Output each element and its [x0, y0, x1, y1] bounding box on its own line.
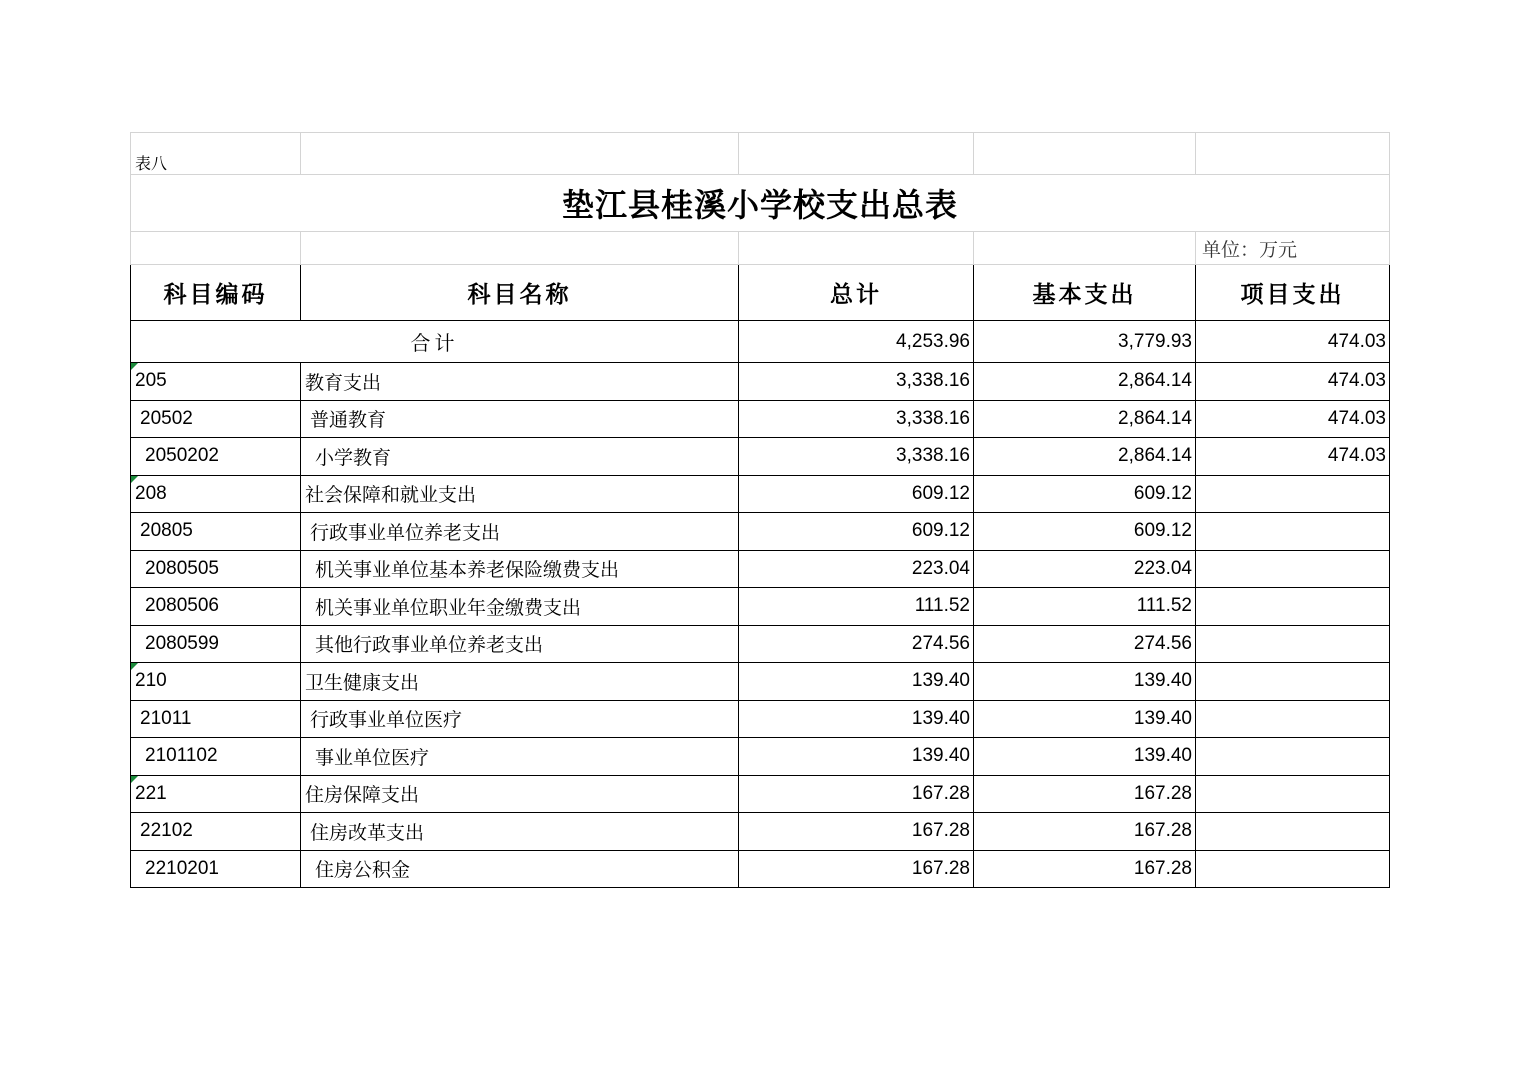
subject-code-text: 22102 [140, 820, 193, 842]
table-row [131, 850, 1390, 888]
amount-total: 274.56 [739, 625, 974, 663]
total-total: 4,253.96 [739, 321, 974, 363]
amount-total: 223.04 [739, 550, 974, 588]
subject-code [131, 663, 301, 701]
table-row [131, 738, 1390, 776]
amount-basic: 111.52 [974, 588, 1196, 626]
amount-basic: 139.40 [974, 738, 1196, 776]
amount-project: 474.03 [1196, 438, 1390, 476]
amount-total: 167.28 [739, 813, 974, 851]
amount-basic: 139.40 [974, 663, 1196, 701]
table-row [131, 438, 1390, 476]
amount-total: 139.40 [739, 738, 974, 776]
amount-total: 139.40 [739, 700, 974, 738]
amount-basic: 2,864.14 [974, 400, 1196, 438]
amount-total: 139.40 [739, 663, 974, 701]
amount-total: 111.52 [739, 588, 974, 626]
amount-project [1196, 813, 1390, 851]
amount-basic: 2,864.14 [974, 438, 1196, 476]
subject-code-text: 2080506 [145, 595, 219, 617]
page-title: 垫江县桂溪小学校支出总表 [131, 175, 1390, 232]
subject-code-text: 21011 [140, 707, 192, 729]
cell-comment-marker [131, 363, 138, 370]
table-row [131, 663, 1390, 701]
table-row [131, 813, 1390, 851]
subject-code [131, 363, 301, 401]
amount-project [1196, 775, 1390, 813]
subject-name: 社会保障和就业支出 [301, 475, 739, 513]
amount-project: 474.03 [1196, 400, 1390, 438]
cell-comment-marker [131, 476, 138, 483]
subject-name: 住房改革支出 [301, 813, 739, 851]
amount-total: 609.12 [739, 475, 974, 513]
subject-name: 小学教育 [301, 438, 739, 476]
sheet-label-row [131, 133, 1390, 175]
subject-name: 机关事业单位基本养老保险缴费支出 [301, 550, 739, 588]
table-row [131, 775, 1390, 813]
subject-name: 事业单位医疗 [301, 738, 739, 776]
subject-code [131, 738, 301, 776]
sheet-label: 表八 [131, 133, 301, 175]
table-row [131, 400, 1390, 438]
subject-code [131, 775, 301, 813]
amount-project: 474.03 [1196, 363, 1390, 401]
table-row [131, 475, 1390, 513]
amount-project [1196, 663, 1390, 701]
table-row [131, 625, 1390, 663]
amount-basic: 274.56 [974, 625, 1196, 663]
total-project: 474.03 [1196, 321, 1390, 363]
amount-basic: 223.04 [974, 550, 1196, 588]
subject-name: 行政事业单位医疗 [301, 700, 739, 738]
subject-code-text: 205 [135, 370, 167, 392]
subject-code [131, 588, 301, 626]
subject-code-text: 20502 [140, 407, 193, 429]
subject-code-text: 2050202 [145, 445, 219, 467]
table-row [131, 700, 1390, 738]
amount-basic: 167.28 [974, 850, 1196, 888]
subject-code [131, 700, 301, 738]
subject-code [131, 475, 301, 513]
subject-code-text: 208 [135, 482, 167, 504]
cell-comment-marker [131, 663, 138, 670]
total-row [131, 321, 1390, 363]
amount-basic: 167.28 [974, 775, 1196, 813]
subject-code-text: 20805 [140, 520, 193, 542]
unit-label: 单位：万元 [1196, 232, 1390, 265]
amount-project [1196, 700, 1390, 738]
amount-project [1196, 850, 1390, 888]
table-row [131, 588, 1390, 626]
subject-name: 普通教育 [301, 400, 739, 438]
subject-code [131, 438, 301, 476]
amount-total: 167.28 [739, 850, 974, 888]
header-total: 总计 [739, 265, 974, 321]
unit-row [131, 232, 1390, 265]
amount-project [1196, 738, 1390, 776]
amount-total: 3,338.16 [739, 363, 974, 401]
header-name: 科目名称 [301, 265, 739, 321]
amount-total: 167.28 [739, 775, 974, 813]
subject-code-text: 2080599 [145, 632, 219, 654]
amount-basic: 167.28 [974, 813, 1196, 851]
header-project: 项目支出 [1196, 265, 1390, 321]
subject-code-text: 210 [135, 670, 167, 692]
amount-project [1196, 513, 1390, 551]
title-row [131, 175, 1390, 232]
subject-name: 住房保障支出 [301, 775, 739, 813]
amount-basic: 609.12 [974, 513, 1196, 551]
subject-code-text: 221 [135, 782, 167, 804]
subject-code [131, 513, 301, 551]
subject-name: 住房公积金 [301, 850, 739, 888]
subject-code-text: 2080505 [145, 557, 219, 579]
subject-name: 机关事业单位职业年金缴费支出 [301, 588, 739, 626]
cell-comment-marker [131, 776, 138, 783]
subject-code [131, 400, 301, 438]
amount-total: 3,338.16 [739, 438, 974, 476]
amount-project [1196, 475, 1390, 513]
total-label: 合计 [131, 321, 739, 363]
header-row [131, 265, 1390, 321]
subject-code-text: 2101102 [145, 745, 218, 767]
header-basic: 基本支出 [974, 265, 1196, 321]
table-row [131, 550, 1390, 588]
amount-project [1196, 625, 1390, 663]
amount-total: 609.12 [739, 513, 974, 551]
amount-project [1196, 550, 1390, 588]
subject-code-text: 2210201 [145, 857, 219, 879]
subject-name: 其他行政事业单位养老支出 [301, 625, 739, 663]
amount-basic: 609.12 [974, 475, 1196, 513]
amount-total: 3,338.16 [739, 400, 974, 438]
amount-basic: 139.40 [974, 700, 1196, 738]
amount-basic: 2,864.14 [974, 363, 1196, 401]
subject-name: 卫生健康支出 [301, 663, 739, 701]
subject-code [131, 550, 301, 588]
subject-name: 行政事业单位养老支出 [301, 513, 739, 551]
subject-code [131, 813, 301, 851]
subject-name: 教育支出 [301, 363, 739, 401]
total-basic: 3,779.93 [974, 321, 1196, 363]
expenditure-summary-table [130, 132, 1390, 888]
table-row [131, 363, 1390, 401]
amount-project [1196, 588, 1390, 626]
subject-code [131, 625, 301, 663]
table-row [131, 513, 1390, 551]
header-code: 科目编码 [131, 265, 301, 321]
subject-code [131, 850, 301, 888]
